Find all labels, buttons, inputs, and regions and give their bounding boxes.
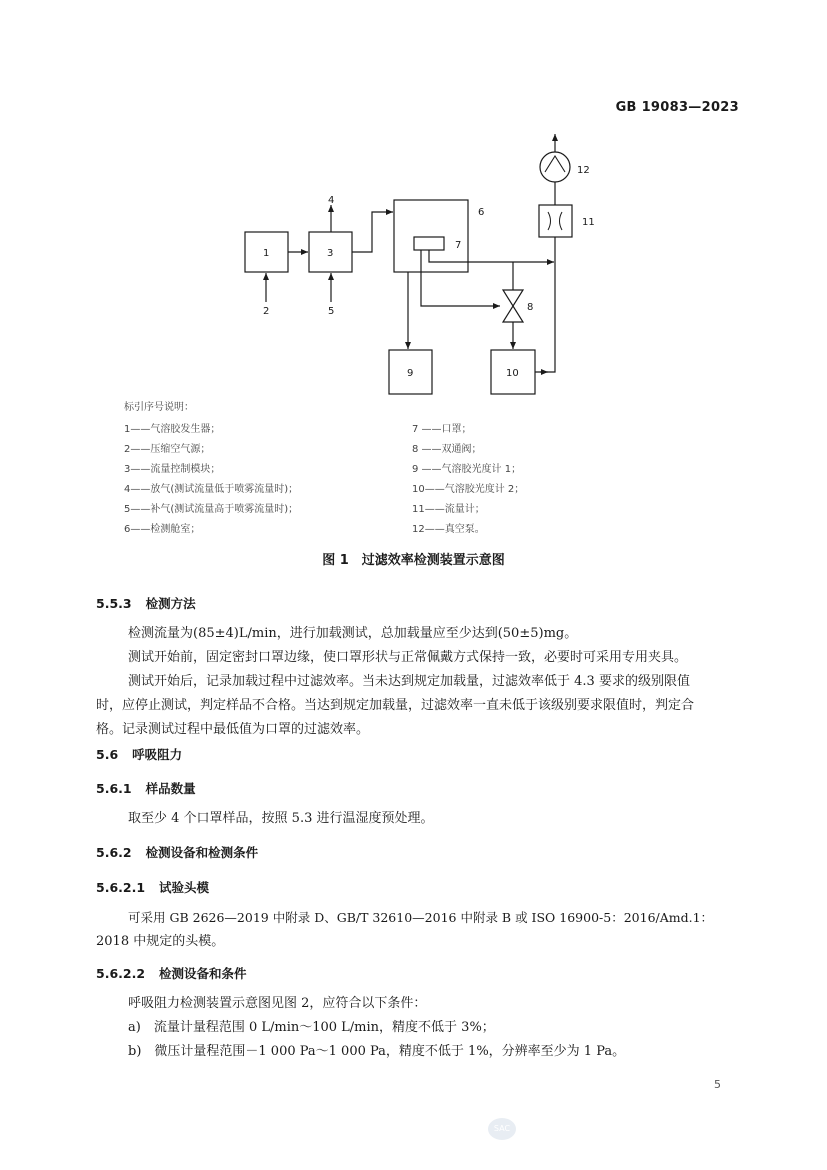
paragraph: 可采用 GB 2626—2019 中附录 D、GB/T 32610—2016 中附录 B 或 ISO 16900-5：2016/Amd.1： <box>128 910 714 925</box>
legend-item: 9 ——气溶胶光度计 1； <box>412 464 522 475</box>
standard-number: GB 19083—2023 <box>615 100 739 115</box>
legend-item: 5——补气(测试流量高于喷雾流量时)； <box>124 504 299 515</box>
label-4: 4 <box>328 195 335 206</box>
legend-item: 4——放气(测试流量低于喷雾流量时)； <box>124 484 299 495</box>
paragraph: 格。记录测试过程中最低值为口罩的过滤效率。 <box>96 722 370 737</box>
legend-title: 标引序号说明： <box>124 402 194 413</box>
paragraph: 呼吸阻力检测装置示意图见图 2，应符合以下条件： <box>128 996 427 1011</box>
label-3: 3 <box>327 248 334 259</box>
flowmeter-symbol <box>548 212 562 230</box>
legend-item: 8 ——双通阀； <box>412 444 482 455</box>
paragraph: 测试开始前，固定密封口罩边缘，使口罩形状与正常佩戴方式保持一致，必要时可采用专用夹具。 <box>128 650 688 665</box>
label-7: 7 <box>455 240 462 251</box>
legend-item: 1——气溶胶发生器； <box>124 424 221 435</box>
label-6: 6 <box>478 207 485 218</box>
label-1: 1 <box>263 248 270 259</box>
section-heading-5-5-3: 5.5.3 检测方法 <box>96 596 196 611</box>
paragraph: 测试开始后，记录加载过程中过滤效率。当未达到规定加载量，过滤效率低于 4.3 要求的级别限值 <box>128 674 690 689</box>
section-heading-5-6: 5.6 呼吸阻力 <box>96 747 183 762</box>
label-8: 8 <box>527 302 534 313</box>
legend-item: 6——检测舱室； <box>124 524 201 535</box>
page-number: 5 <box>714 1078 721 1091</box>
list-item: a) 流量计量程范围 0 L/min～100 L/min，精度不低于 3%； <box>128 1020 495 1035</box>
section-heading-5-6-2-1: 5.6.2.1 试验头模 <box>96 880 210 895</box>
legend-item: 2——压缩空气源； <box>124 444 211 455</box>
paragraph: 检测流量为(85±4)L/min，进行加载测试，总加载量应至少达到(50±5)mg。 <box>128 626 578 641</box>
label-2: 2 <box>263 306 270 317</box>
section-heading-5-6-1: 5.6.1 样品数量 <box>96 781 196 796</box>
list-item: b) 微压计量程范围－1 000 Pa～1 000 Pa，精度不低于 1%，分辨率至少为 1 Pa。 <box>128 1044 626 1059</box>
section-heading-5-6-2: 5.6.2 检测设备和检测条件 <box>96 845 259 860</box>
paragraph: 2018 中规定的头模。 <box>96 934 225 949</box>
label-11: 11 <box>582 217 595 228</box>
paragraph: 时，应停止测试，判定样品不合格。当达到规定加载量，过滤效率一直未低于该级别要求限值时，判定合 <box>96 698 695 713</box>
box-flowmeter <box>539 205 572 237</box>
filtration-efficiency-diagram <box>0 0 827 400</box>
pump-symbol <box>545 156 565 172</box>
box-mask <box>414 237 444 250</box>
figure-caption: 图 1 过滤效率检测装置示意图 <box>322 553 505 568</box>
box-test-chamber <box>394 200 468 272</box>
legend-item: 3——流量控制模块； <box>124 464 221 475</box>
legend-item: 11——流量计； <box>412 504 485 515</box>
paragraph: 取至少 4 个口罩样品，按照 5.3 进行温湿度预处理。 <box>128 811 434 826</box>
two-way-valve <box>503 290 523 322</box>
sac-watermark: SAC <box>488 1118 516 1140</box>
label-9: 9 <box>407 368 414 379</box>
legend-item: 7 ——口罩； <box>412 424 472 435</box>
label-10: 10 <box>506 368 519 379</box>
legend-item: 10——气溶胶光度计 2； <box>412 484 525 495</box>
section-heading-5-6-2-2: 5.6.2.2 检测设备和条件 <box>96 966 247 981</box>
label-5: 5 <box>328 306 335 317</box>
label-12: 12 <box>577 165 590 176</box>
legend-item: 12——真空泵。 <box>412 524 485 535</box>
